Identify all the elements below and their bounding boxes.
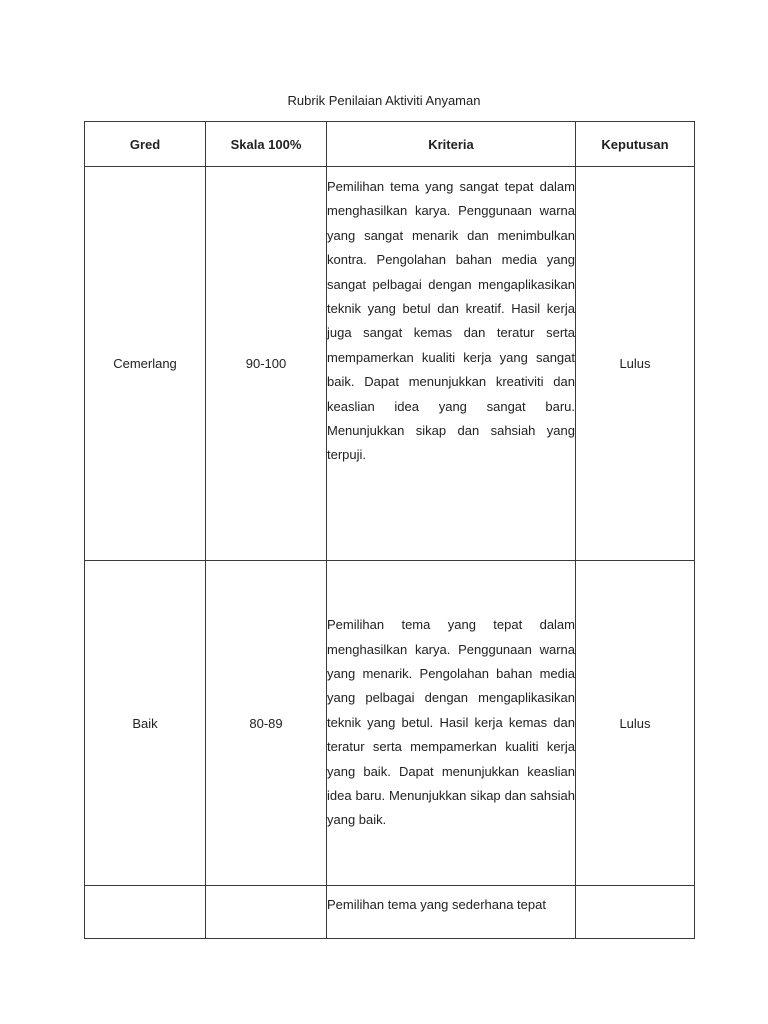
- kriteria-text: Pemilihan tema yang sangat tepat dalam menghasilkan karya. Penggunaan warna yang sangat menarik dan menimbulkan kontra. Pengolahan bahan media yang sangat pelbagai dengan mengaplikasikan teknik yang betul dan kreatif. Hasil kerja juga sangat kemas dan teratur serta mempamerkan kualiti kerja yang sangat baik. Dapat menunjukkan kreativiti dan keaslian idea yang sangat baru. Menunjukkan sikap dan sahsiah yang terpuji.: [327, 179, 575, 463]
- gred-cell: Cemerlang: [85, 167, 206, 561]
- table-row: [85, 886, 695, 939]
- header-gred: Gred: [85, 122, 206, 167]
- keputusan-cell: [576, 886, 695, 939]
- gred-cell: Baik: [85, 561, 206, 886]
- keputusan-cell: Lulus: [576, 561, 695, 886]
- skala-cell: 90-100: [206, 167, 327, 561]
- table-row: [85, 167, 695, 561]
- header-kriteria: Kriteria: [327, 122, 576, 167]
- kriteria-text: Pemilihan tema yang sederhana tepat: [327, 897, 546, 912]
- skala-cell: [206, 886, 327, 939]
- table-row: [85, 561, 695, 886]
- rubric-table: [84, 121, 695, 939]
- header-keputusan: Keputusan: [576, 122, 695, 167]
- table-header-row: [85, 122, 695, 167]
- gred-cell: [85, 886, 206, 939]
- header-skala: Skala 100%: [206, 122, 327, 167]
- kriteria-text: Pemilihan tema yang tepat dalam menghasilkan karya. Penggunaan warna yang menarik. Pengolahan bahan media yang pelbagai dengan mengaplikasikan teknik yang betul. Hasil kerja kemas dan teratur serta mempamerkan kualiti kerja yang baik. Dapat menunjukkan keaslian idea baru. Menunjukkan sikap dan sahsiah yang baik.: [327, 617, 575, 828]
- skala-cell: 80-89: [206, 561, 327, 886]
- document-title: Rubrik Penilaian Aktiviti Anyaman: [287, 93, 481, 108]
- kriteria-cell: [327, 886, 576, 939]
- kriteria-cell: [327, 167, 576, 561]
- keputusan-cell: Lulus: [576, 167, 695, 561]
- kriteria-cell: [327, 561, 576, 886]
